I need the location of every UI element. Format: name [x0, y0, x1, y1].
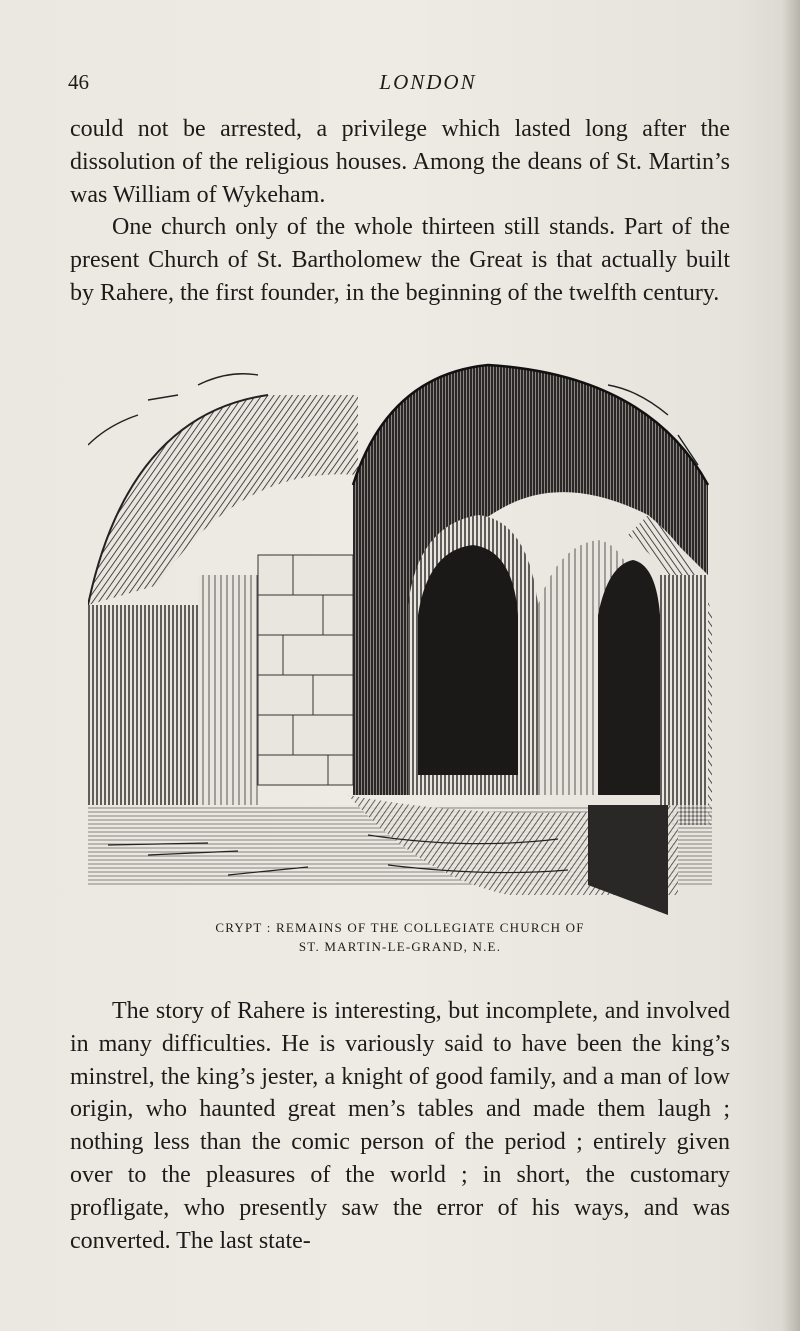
page-edge-shadow — [782, 0, 800, 1331]
running-head — [68, 70, 728, 102]
text-block-top — [70, 113, 730, 310]
crypt-illustration — [88, 355, 712, 915]
figure-caption — [70, 918, 730, 956]
stone-blocks — [258, 555, 353, 785]
running-title: LONDON — [379, 70, 477, 94]
caption-line: CRYPT : REMAINS OF THE COLLEGIATE CHURCH OF — [215, 920, 585, 935]
paragraph: One church only of the whole thirteen still stands. Part of the present Church of St. Bartholomew the Great is that actually built by Rahere, the first founder, in the beginning of the twelfth century. — [70, 214, 730, 306]
paragraph: could not be arrested, a privilege which lasted long after the dissolution of the religious houses. Among the deans of St. Martin’s was William of Wykeham. — [70, 116, 730, 208]
text-block-bottom — [70, 995, 730, 1257]
page-number: 46 — [68, 70, 89, 94]
caption-line: ST. MARTIN-LE-GRAND, N.E. — [298, 939, 502, 954]
paragraph: The story of Rahere is interesting, but incomplete, and involved in many difficulties. He is variously said to have been the king’s minstrel, the king’s jester, a knight of good family, and a man of low origin, who haunted great men’s tables and made them laugh ; nothing less than the comic person of the period ; entirely given over to the pleasures of the world ; in short, the customary profligate, who presently saw the error of his ways, and was converted. The last state- — [70, 998, 730, 1254]
